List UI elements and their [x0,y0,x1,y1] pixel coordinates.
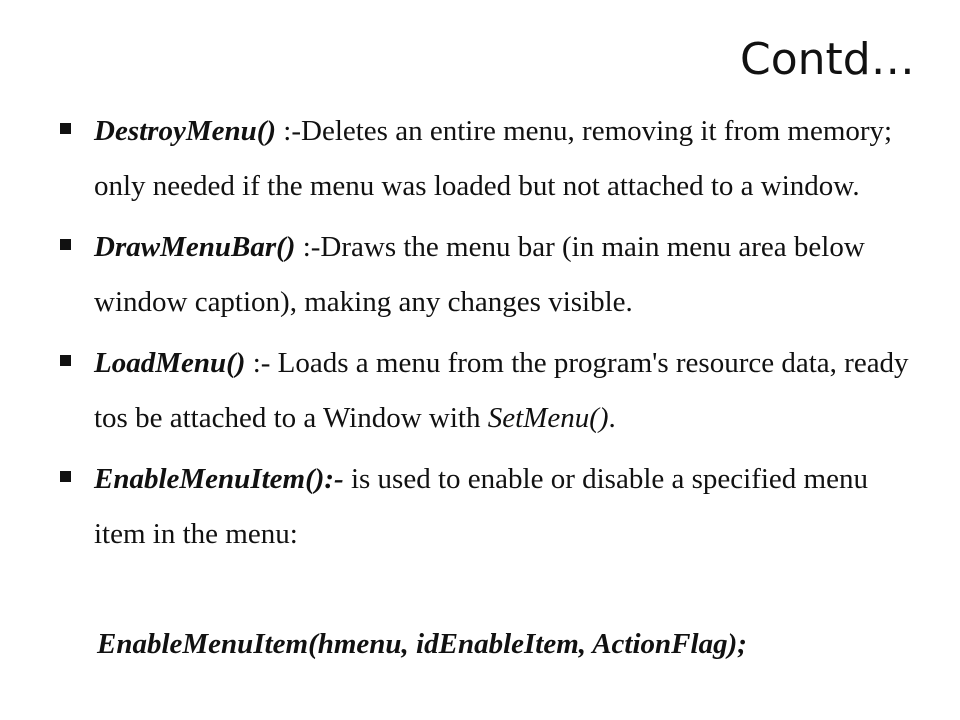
square-bullet-icon [60,471,71,482]
code-example: EnableMenuItem(hmenu, idEnableItem, ActionFlag); [97,628,747,660]
bullet-description: :-Draws the menu bar (in main menu area below window caption), making any changes visible. [94,231,865,318]
bullet-item-enablemenuitem [60,452,910,562]
function-name: DestroyMenu() [94,115,277,147]
bullet-description: :- Loads a menu from the program's resource data, ready tos be attached to a Window with [94,347,909,434]
function-name: LoadMenu() [94,347,246,379]
square-bullet-icon [60,355,71,366]
square-bullet-icon [60,123,71,134]
bullet-list [60,104,910,568]
square-bullet-icon [60,239,71,250]
bullet-description: is used to enable or disable a specified menu item in the menu: [94,463,868,550]
bullet-description: :-Deletes an entire menu, removing it from memory; only needed if the menu was loaded but not attached to a window. [94,115,893,202]
slide-title: Contd… [740,34,915,85]
bullet-description-tail: . [608,402,616,434]
function-name: EnableMenuItem():- [94,463,344,495]
bullet-item-drawmenubar [60,220,910,330]
bullet-item-loadmenu [60,336,910,446]
function-reference: SetMenu() [487,402,609,434]
function-name: DrawMenuBar() [94,231,296,263]
bullet-item-destroymenu [60,104,910,214]
